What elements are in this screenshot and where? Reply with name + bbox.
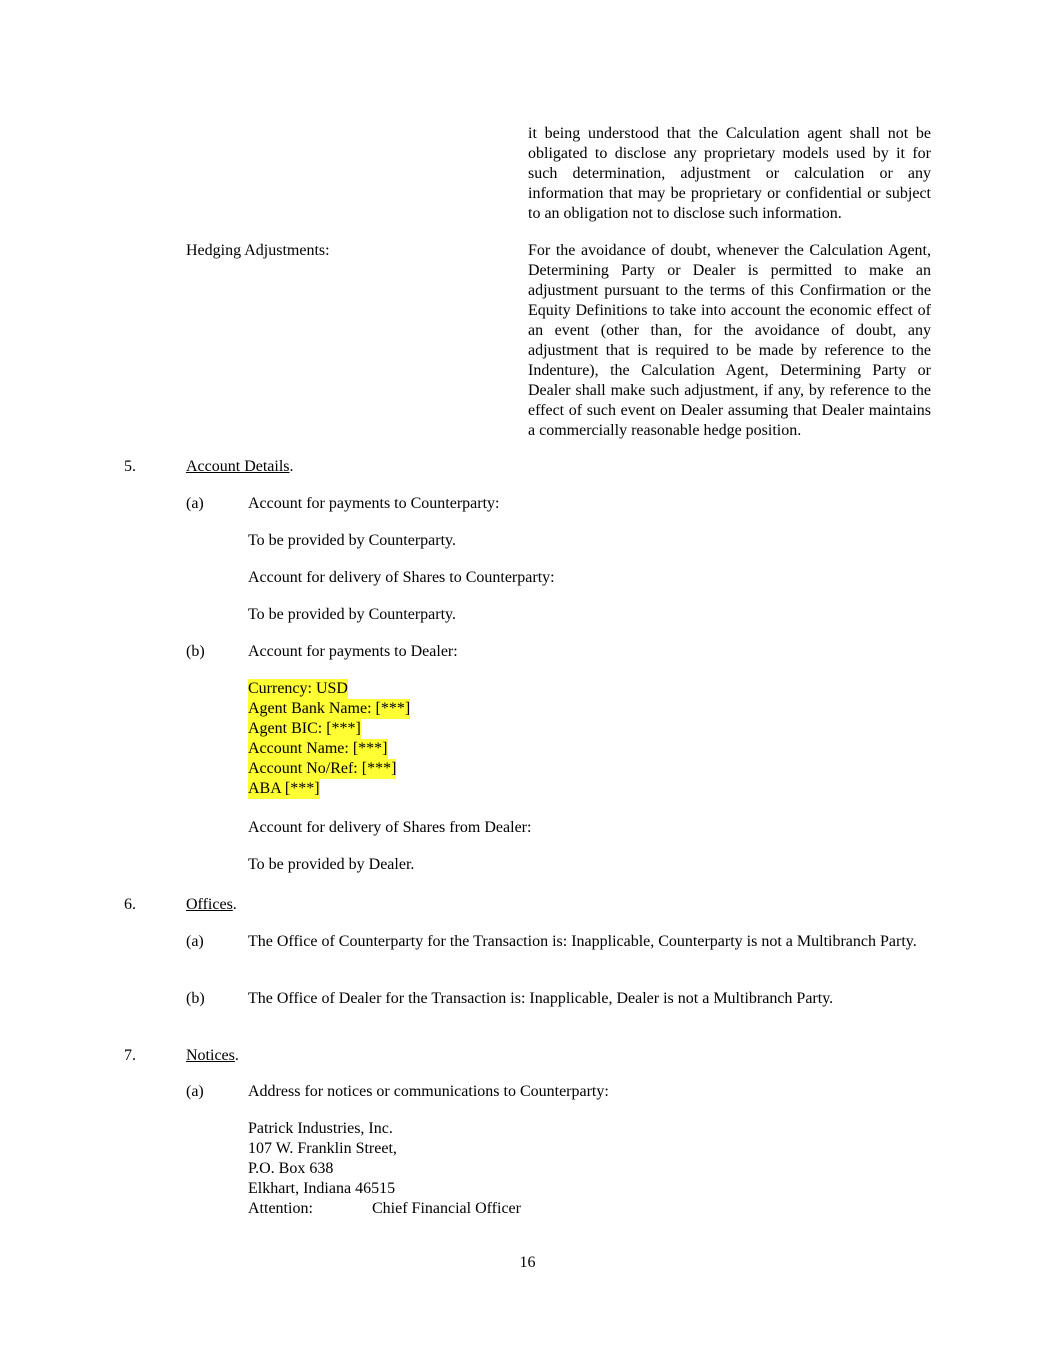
section-5-heading-text: Account Details: [186, 458, 290, 475]
section-6-heading: Offices.: [186, 896, 237, 913]
section-5b-line1: Account for payments to Dealer:: [248, 643, 458, 660]
bank-detail-agent-bank-name: Agent Bank Name: [***]: [248, 700, 411, 717]
attention-value: Chief Financial Officer: [372, 1200, 521, 1217]
section-7a-marker: (a): [186, 1083, 204, 1100]
section-5a-line4: To be provided by Counterparty.: [248, 606, 457, 623]
bank-detail-account-no: Account No/Ref: [***]: [248, 760, 397, 777]
section-5-number: 5.: [124, 458, 136, 475]
bank-detail-aba: ABA [***]: [248, 780, 320, 797]
section-5a-marker: (a): [186, 495, 204, 512]
section-7-heading: Notices.: [186, 1047, 239, 1064]
section-6a-marker: (a): [186, 933, 204, 950]
address-line-po-box: P.O. Box 638: [248, 1160, 334, 1177]
section-5b-marker: (b): [186, 643, 205, 660]
hedging-label: Hedging Adjustments:: [186, 242, 330, 259]
address-line-company: Patrick Industries, Inc.: [248, 1120, 393, 1137]
counterparty-address: [248, 1119, 397, 1199]
address-line-street: 107 W. Franklin Street,: [248, 1140, 397, 1157]
section-6-heading-text: Offices: [186, 896, 233, 913]
bank-detail-account-name: Account Name: [***]: [248, 740, 388, 757]
section-6-number: 6.: [124, 896, 136, 913]
section-6b-marker: (b): [186, 990, 205, 1007]
attention-label: Attention:: [248, 1200, 313, 1217]
section-6b-text: The Office of Dealer for the Transaction is: Inapplicable, Dealer is not a Multibranch Party.: [248, 990, 834, 1007]
carryover-paragraph: it being understood that the Calculation agent shall not be obligated to disclose any proprietary models used by it for such determination, adjustment or calculation or any information that may be proprietary or confidential or subject to an obligation not to disclose such information.: [528, 125, 931, 222]
section-7a-text: Address for notices or communications to Counterparty:: [248, 1083, 609, 1100]
address-line-city: Elkhart, Indiana 46515: [248, 1180, 396, 1197]
section-5b-line3: To be provided by Dealer.: [248, 856, 415, 873]
section-5a-line3: Account for delivery of Shares to Counterparty:: [248, 569, 555, 586]
section-5a-line2: To be provided by Counterparty.: [248, 532, 457, 549]
hedging-text: For the avoidance of doubt, whenever the Calculation Agent, Determining Party or Dealer is permitted to make an adjustment pursuant to the terms of this Confirmation or the Equity Definitions to take into account the economic effect of an event (other than, for the avoidance of doubt, any adjustment that is required to be made by reference to the Indenture), the Calculation Agent, Determining Party or Dealer shall make such adjustment, if any, by reference to the effect of such event on Dealer assuming that Dealer maintains a commercially reasonable hedge position.: [528, 242, 931, 439]
section-5b-line2: Account for delivery of Shares from Dealer:: [248, 819, 532, 836]
section-7-number: 7.: [124, 1047, 136, 1064]
page-number: 16: [519, 1254, 536, 1271]
section-5-heading: Account Details.: [186, 458, 294, 475]
bank-detail-currency: Currency: USD: [248, 680, 348, 697]
section-6a-text: The Office of Counterparty for the Transaction is: Inapplicable, Counterparty is not a Multibranch Party.: [248, 933, 917, 950]
section-7-heading-text: Notices: [186, 1047, 235, 1064]
bank-detail-agent-bic: Agent BIC: [***]: [248, 720, 361, 737]
dealer-bank-details: [248, 679, 410, 799]
section-5a-line1: Account for payments to Counterparty:: [248, 495, 500, 512]
